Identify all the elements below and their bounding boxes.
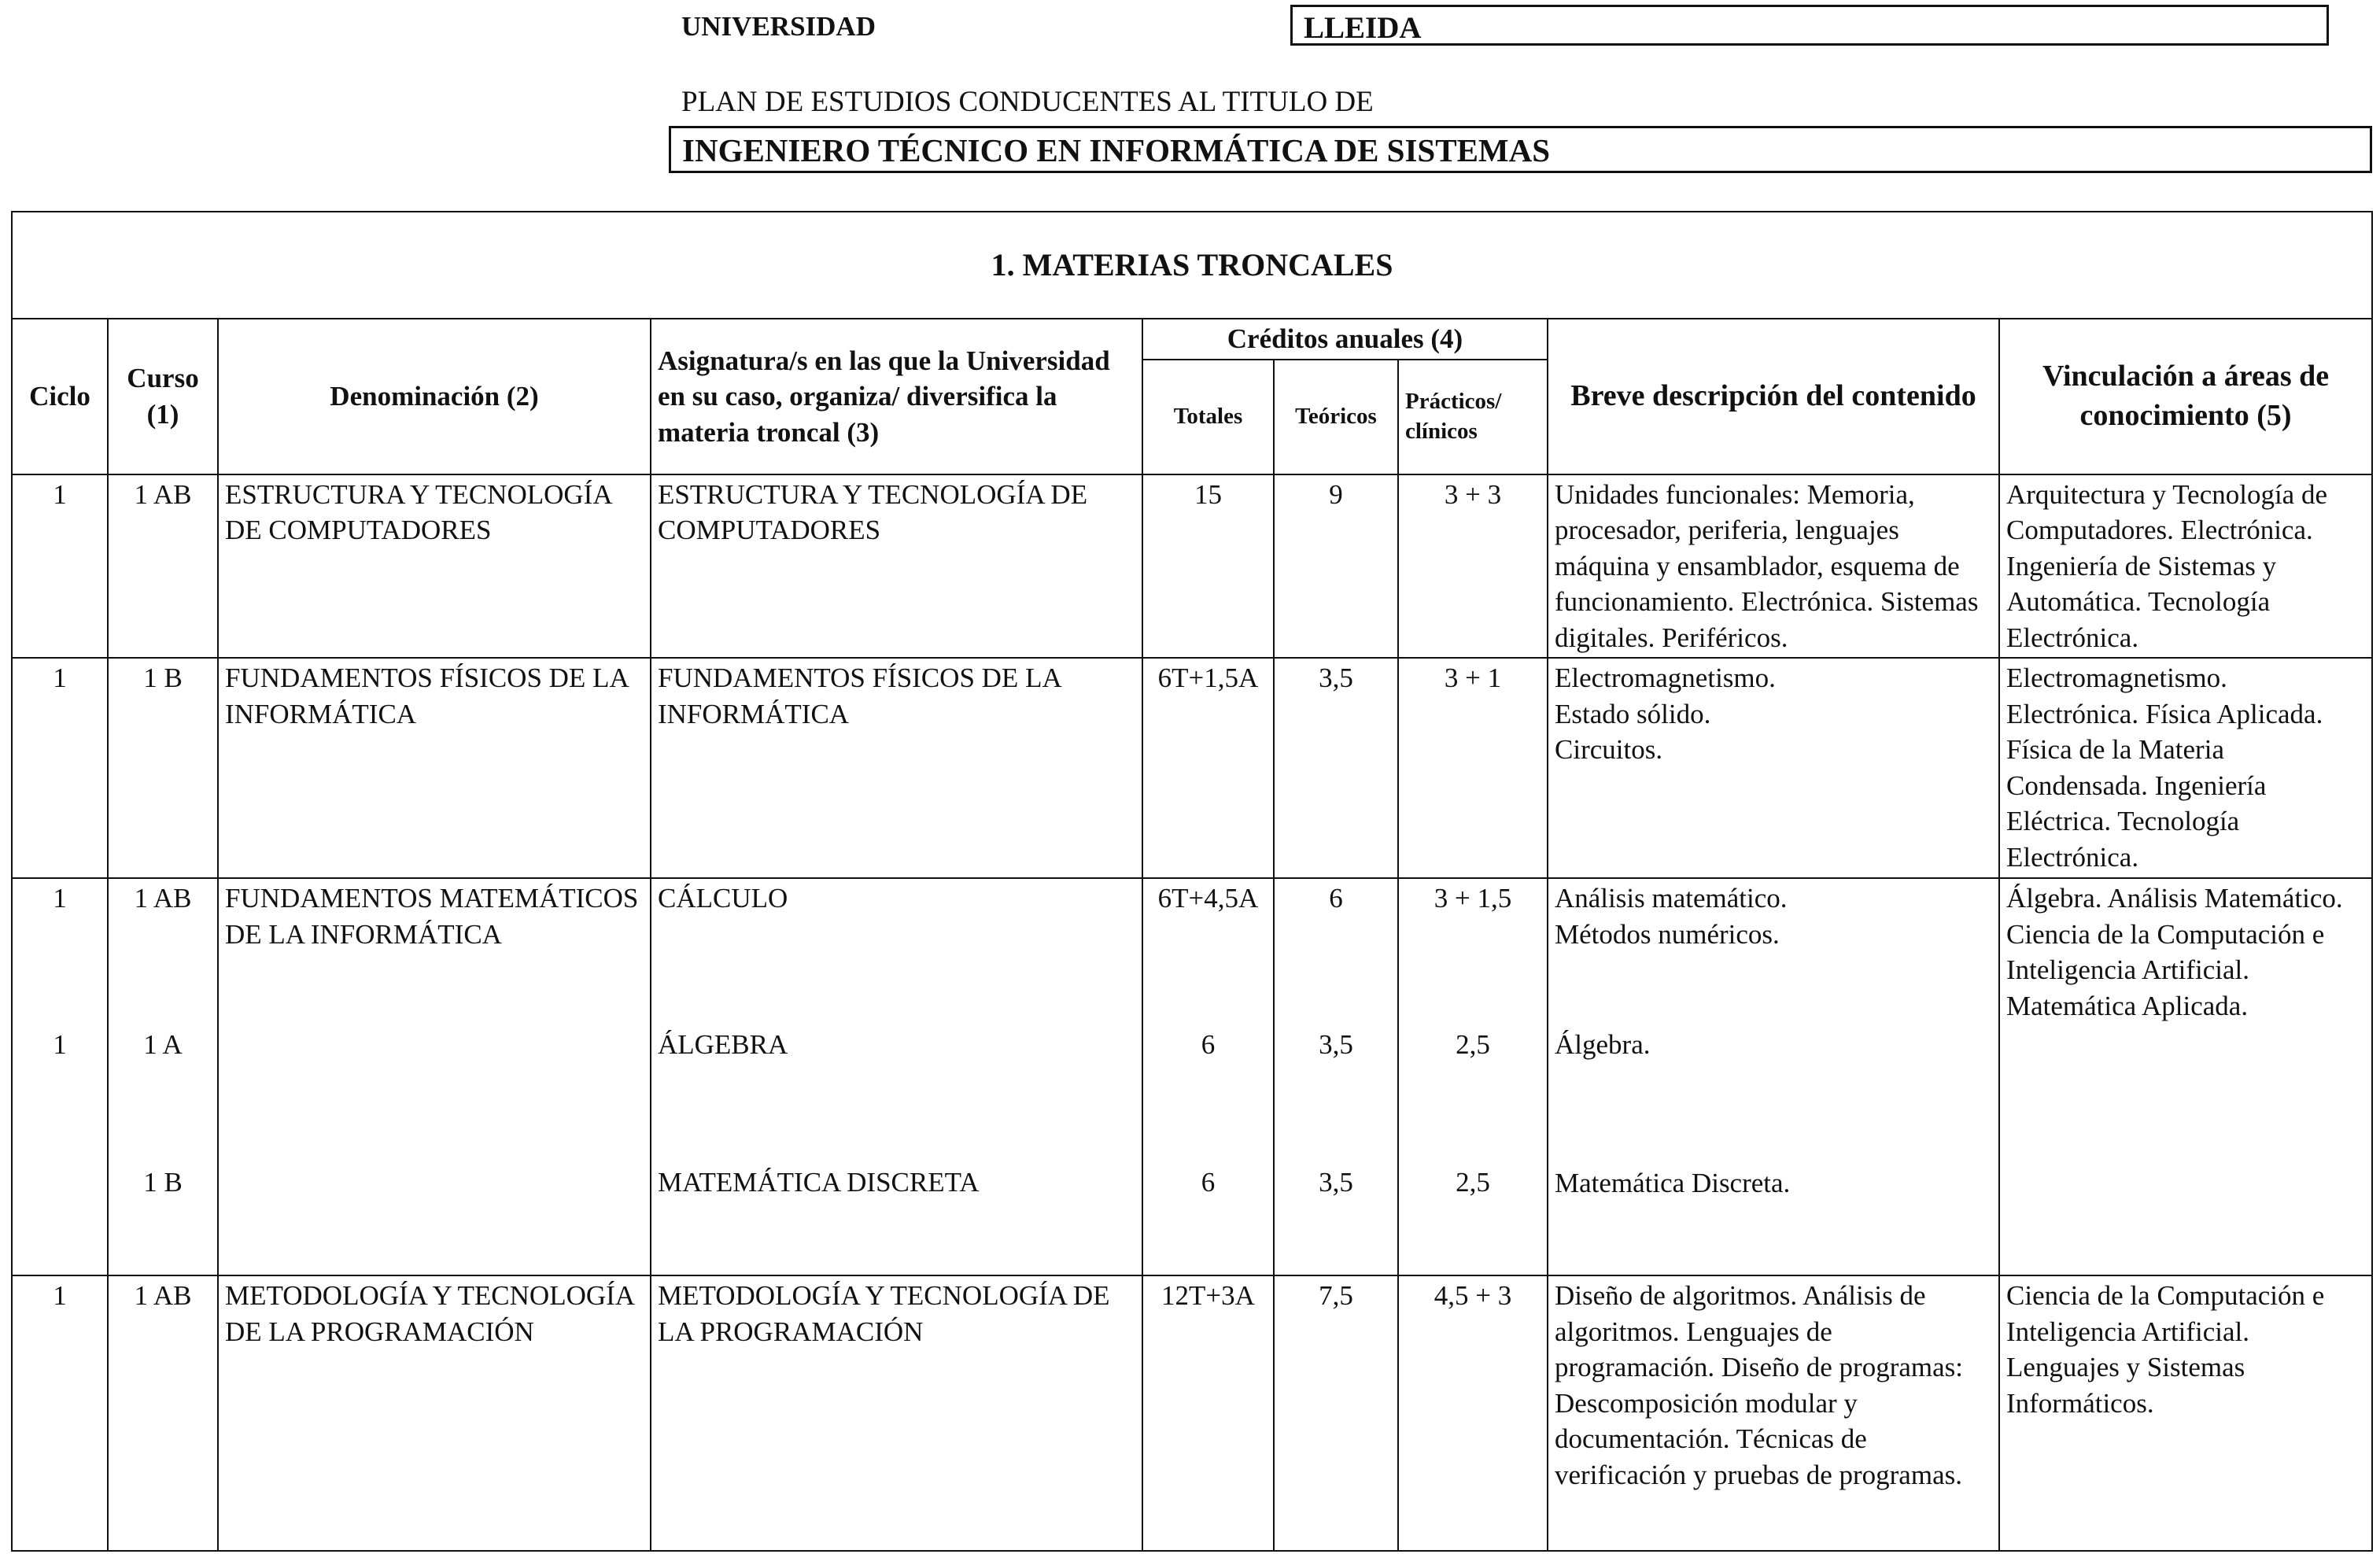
cell-descripcion (1548, 658, 1999, 878)
header-asignatura: Asignatura/s en las que la Universidad en su caso, organiza/ diversifica la materia troncal (3) (651, 319, 1142, 474)
cell-totales: 6T+1,5A (1142, 658, 1274, 878)
cell-teoricos: 9 (1274, 474, 1398, 659)
table-title: 1. MATERIAS TRONCALES (12, 212, 2372, 319)
table-row (12, 658, 2372, 878)
descripcion-line: Álgebra. (1555, 1029, 1651, 1060)
subject-practicos: 3 + 1,5 (1434, 883, 1512, 914)
cell-vinculacion: Arquitectura y Tecnología de Computadores. Electrónica. Ingeniería de Sistemas y Automática. Tecnología Electrónica. (1999, 474, 2372, 659)
descripcion-line: Análisis matemático. (1555, 883, 1788, 914)
cell-asignatura: METODOLOGÍA Y TECNOLOGÍA DE LA PROGRAMACIÓN (651, 1275, 1142, 1551)
cell-asignatura (651, 878, 1142, 1275)
subject-name: CÁLCULO (658, 883, 788, 914)
universidad-value: LLEIDA (1304, 11, 1422, 45)
descripcion-line: Electromagnetismo. (1555, 663, 1776, 693)
header-totales: Totales (1142, 360, 1274, 474)
subject-teoricos: 3,5 (1319, 1167, 1353, 1198)
header-practicos: Prácticos/ clínicos (1398, 360, 1548, 474)
cell-totales: 12T+3A (1142, 1275, 1274, 1551)
cell-denominacion: ESTRUCTURA Y TECNOLOGÍA DE COMPUTADORES (218, 474, 651, 659)
cell-practicos (1398, 878, 1548, 1275)
table-row (12, 474, 2372, 659)
cell-ciclo: 1 (12, 474, 108, 659)
header-curso: Curso (1) (108, 319, 218, 474)
cell-denominacion: METODOLOGÍA Y TECNOLOGÍA DE LA PROGRAMACIÓN (218, 1275, 651, 1551)
table-row (12, 878, 2372, 1275)
subject-curso: 1 B (143, 1167, 183, 1198)
table-title-row (12, 212, 2372, 319)
cell-ciclo (12, 878, 108, 1275)
subject-practicos: 2,5 (1456, 1028, 1490, 1060)
cell-practicos: 4,5 + 3 (1398, 1275, 1548, 1551)
cell-vinculacion: Álgebra. Análisis Matemático. Ciencia de la Computación e Inteligencia Artificial. Matemática Aplicada. (1999, 878, 2372, 1275)
cell-vinculacion: Ciencia de la Computación e Inteligencia Artificial. Lenguajes y Sistemas Informáticos. (1999, 1275, 2372, 1551)
subject-name: ÁLGEBRA (658, 1028, 788, 1060)
subject-curso: 1 AB (134, 883, 192, 914)
cell-vinculacion: Electromagnetismo. Electrónica. Física Aplicada. Física de la Materia Condensada. Ingeniería Eléctrica. Tecnología Electrónica. (1999, 658, 2372, 878)
cell-teoricos (1274, 878, 1398, 1275)
descripcion-line: Matemática Discreta. (1555, 1167, 1791, 1198)
descripcion-line: Circuitos. (1555, 734, 1663, 765)
subject-ciclo: 1 (53, 1028, 67, 1060)
subject-teoricos: 6 (1329, 883, 1343, 914)
cell-practicos: 3 + 3 (1398, 474, 1548, 659)
cell-practicos: 3 + 1 (1398, 658, 1548, 878)
cell-teoricos: 7,5 (1274, 1275, 1398, 1551)
cell-curso (108, 878, 218, 1275)
subject-totales: 6 (1201, 1167, 1216, 1198)
plan-value: INGENIERO TÉCNICO EN INFORMÁTICA DE SISTEMAS (682, 132, 1551, 168)
cell-curso: 1 AB (108, 474, 218, 659)
cell-curso: 1 B (108, 658, 218, 878)
subject-name: MATEMÁTICA DISCRETA (658, 1167, 980, 1198)
subject-totales: 6T+4,5A (1157, 883, 1259, 914)
descripcion-line: Métodos numéricos. (1555, 918, 1780, 950)
subject-curso: 1 A (143, 1028, 183, 1060)
cell-ciclo: 1 (12, 658, 108, 878)
cell-denominacion: FUNDAMENTOS FÍSICOS DE LA INFORMÁTICA (218, 658, 651, 878)
subject-ciclo: 1 (53, 883, 67, 914)
header-vinculacion: Vinculación a áreas de conocimiento (5) (1999, 319, 2372, 474)
cell-descripcion (1548, 878, 1999, 1275)
header-descripcion: Breve descripción del contenido (1548, 319, 1999, 474)
cell-descripcion: Unidades funcionales: Memoria, procesador, periferia, lenguajes máquina y ensamblador, esquema de funcionamiento. Electrónica. Sistemas digitales. Periféricos. (1548, 474, 1999, 659)
cell-totales (1142, 878, 1274, 1275)
cell-denominacion: FUNDAMENTOS MATEMÁTICOS DE LA INFORMÁTICA (218, 878, 651, 1275)
table-row (12, 1275, 2372, 1551)
cell-asignatura: ESTRUCTURA Y TECNOLOGÍA DE COMPUTADORES (651, 474, 1142, 659)
universidad-label: UNIVERSIDAD (681, 11, 876, 42)
header-teoricos: Teóricos (1274, 360, 1398, 474)
cell-asignatura: FUNDAMENTOS FÍSICOS DE LA INFORMÁTICA (651, 658, 1142, 878)
subject-totales: 6 (1201, 1028, 1216, 1060)
cell-ciclo: 1 (12, 1275, 108, 1551)
subject-practicos: 2,5 (1456, 1167, 1490, 1198)
header-ciclo: Ciclo (12, 319, 108, 474)
header-denominacion: Denominación (2) (218, 319, 651, 474)
header-creditos: Créditos anuales (4) (1142, 319, 1548, 360)
cell-totales: 15 (1142, 474, 1274, 659)
universidad-value-box (1290, 5, 2329, 46)
materias-troncales-table (11, 211, 2373, 1552)
cell-curso: 1 AB (108, 1275, 218, 1551)
plan-label: PLAN DE ESTUDIOS CONDUCENTES AL TITULO DE (681, 86, 1374, 118)
cell-teoricos: 3,5 (1274, 658, 1398, 878)
plan-value-box (669, 126, 2372, 173)
cell-descripcion: Diseño de algoritmos. Análisis de algoritmos. Lenguajes de programación. Diseño de programas: Descomposición modular y documentación. Técnicas de verificación y pruebas de programas. (1548, 1275, 1999, 1551)
subject-teoricos: 3,5 (1319, 1028, 1353, 1060)
header-row-1 (12, 319, 2372, 360)
descripcion-line: Estado sólido. (1555, 698, 1711, 729)
